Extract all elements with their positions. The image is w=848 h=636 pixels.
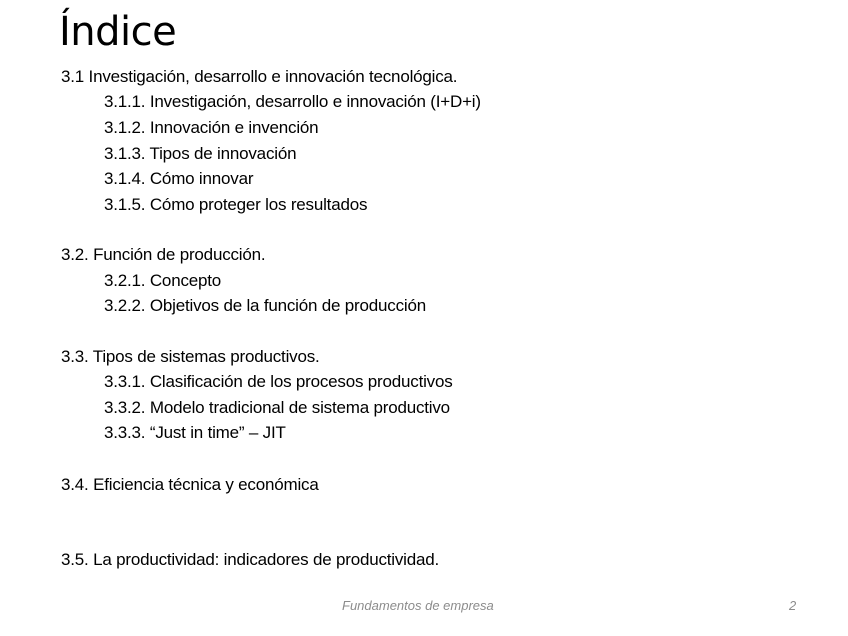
toc-subitem: 3.1.4. Cómo innovar bbox=[104, 169, 254, 188]
toc-subitem: 3.1.3. Tipos de innovación bbox=[104, 144, 297, 163]
toc-subitem: 3.1.2. Innovación e invención bbox=[104, 118, 319, 137]
toc-section-heading: 3.4. Eficiencia técnica y económica bbox=[61, 475, 319, 494]
toc-subitem: 3.3.3. “Just in time” – JIT bbox=[104, 423, 286, 442]
toc-subitem: 3.2.2. Objetivos de la función de producción bbox=[104, 296, 426, 315]
slide-number: 2 bbox=[789, 598, 797, 613]
toc-subitem: 3.3.2. Modelo tradicional de sistema productivo bbox=[104, 398, 450, 417]
toc-subitem: 3.3.1. Clasificación de los procesos productivos bbox=[104, 372, 453, 391]
toc-section-heading: 3.1 Investigación, desarrollo e innovación tecnológica. bbox=[61, 67, 458, 86]
toc-section-heading: 3.2. Función de producción. bbox=[61, 245, 266, 264]
slide-title: Índice bbox=[59, 9, 177, 55]
toc-subitem: 3.2.1. Concepto bbox=[104, 271, 222, 290]
toc-section-heading: 3.5. La productividad: indicadores de productividad. bbox=[61, 550, 440, 569]
toc-subitem: 3.1.1. Investigación, desarrollo e innovación (I+D+i) bbox=[104, 92, 481, 111]
toc-section-heading: 3.3. Tipos de sistemas productivos. bbox=[61, 347, 320, 366]
slide-footer: Fundamentos de empresa bbox=[342, 598, 494, 613]
toc-subitem: 3.1.5. Cómo proteger los resultados bbox=[104, 195, 368, 214]
